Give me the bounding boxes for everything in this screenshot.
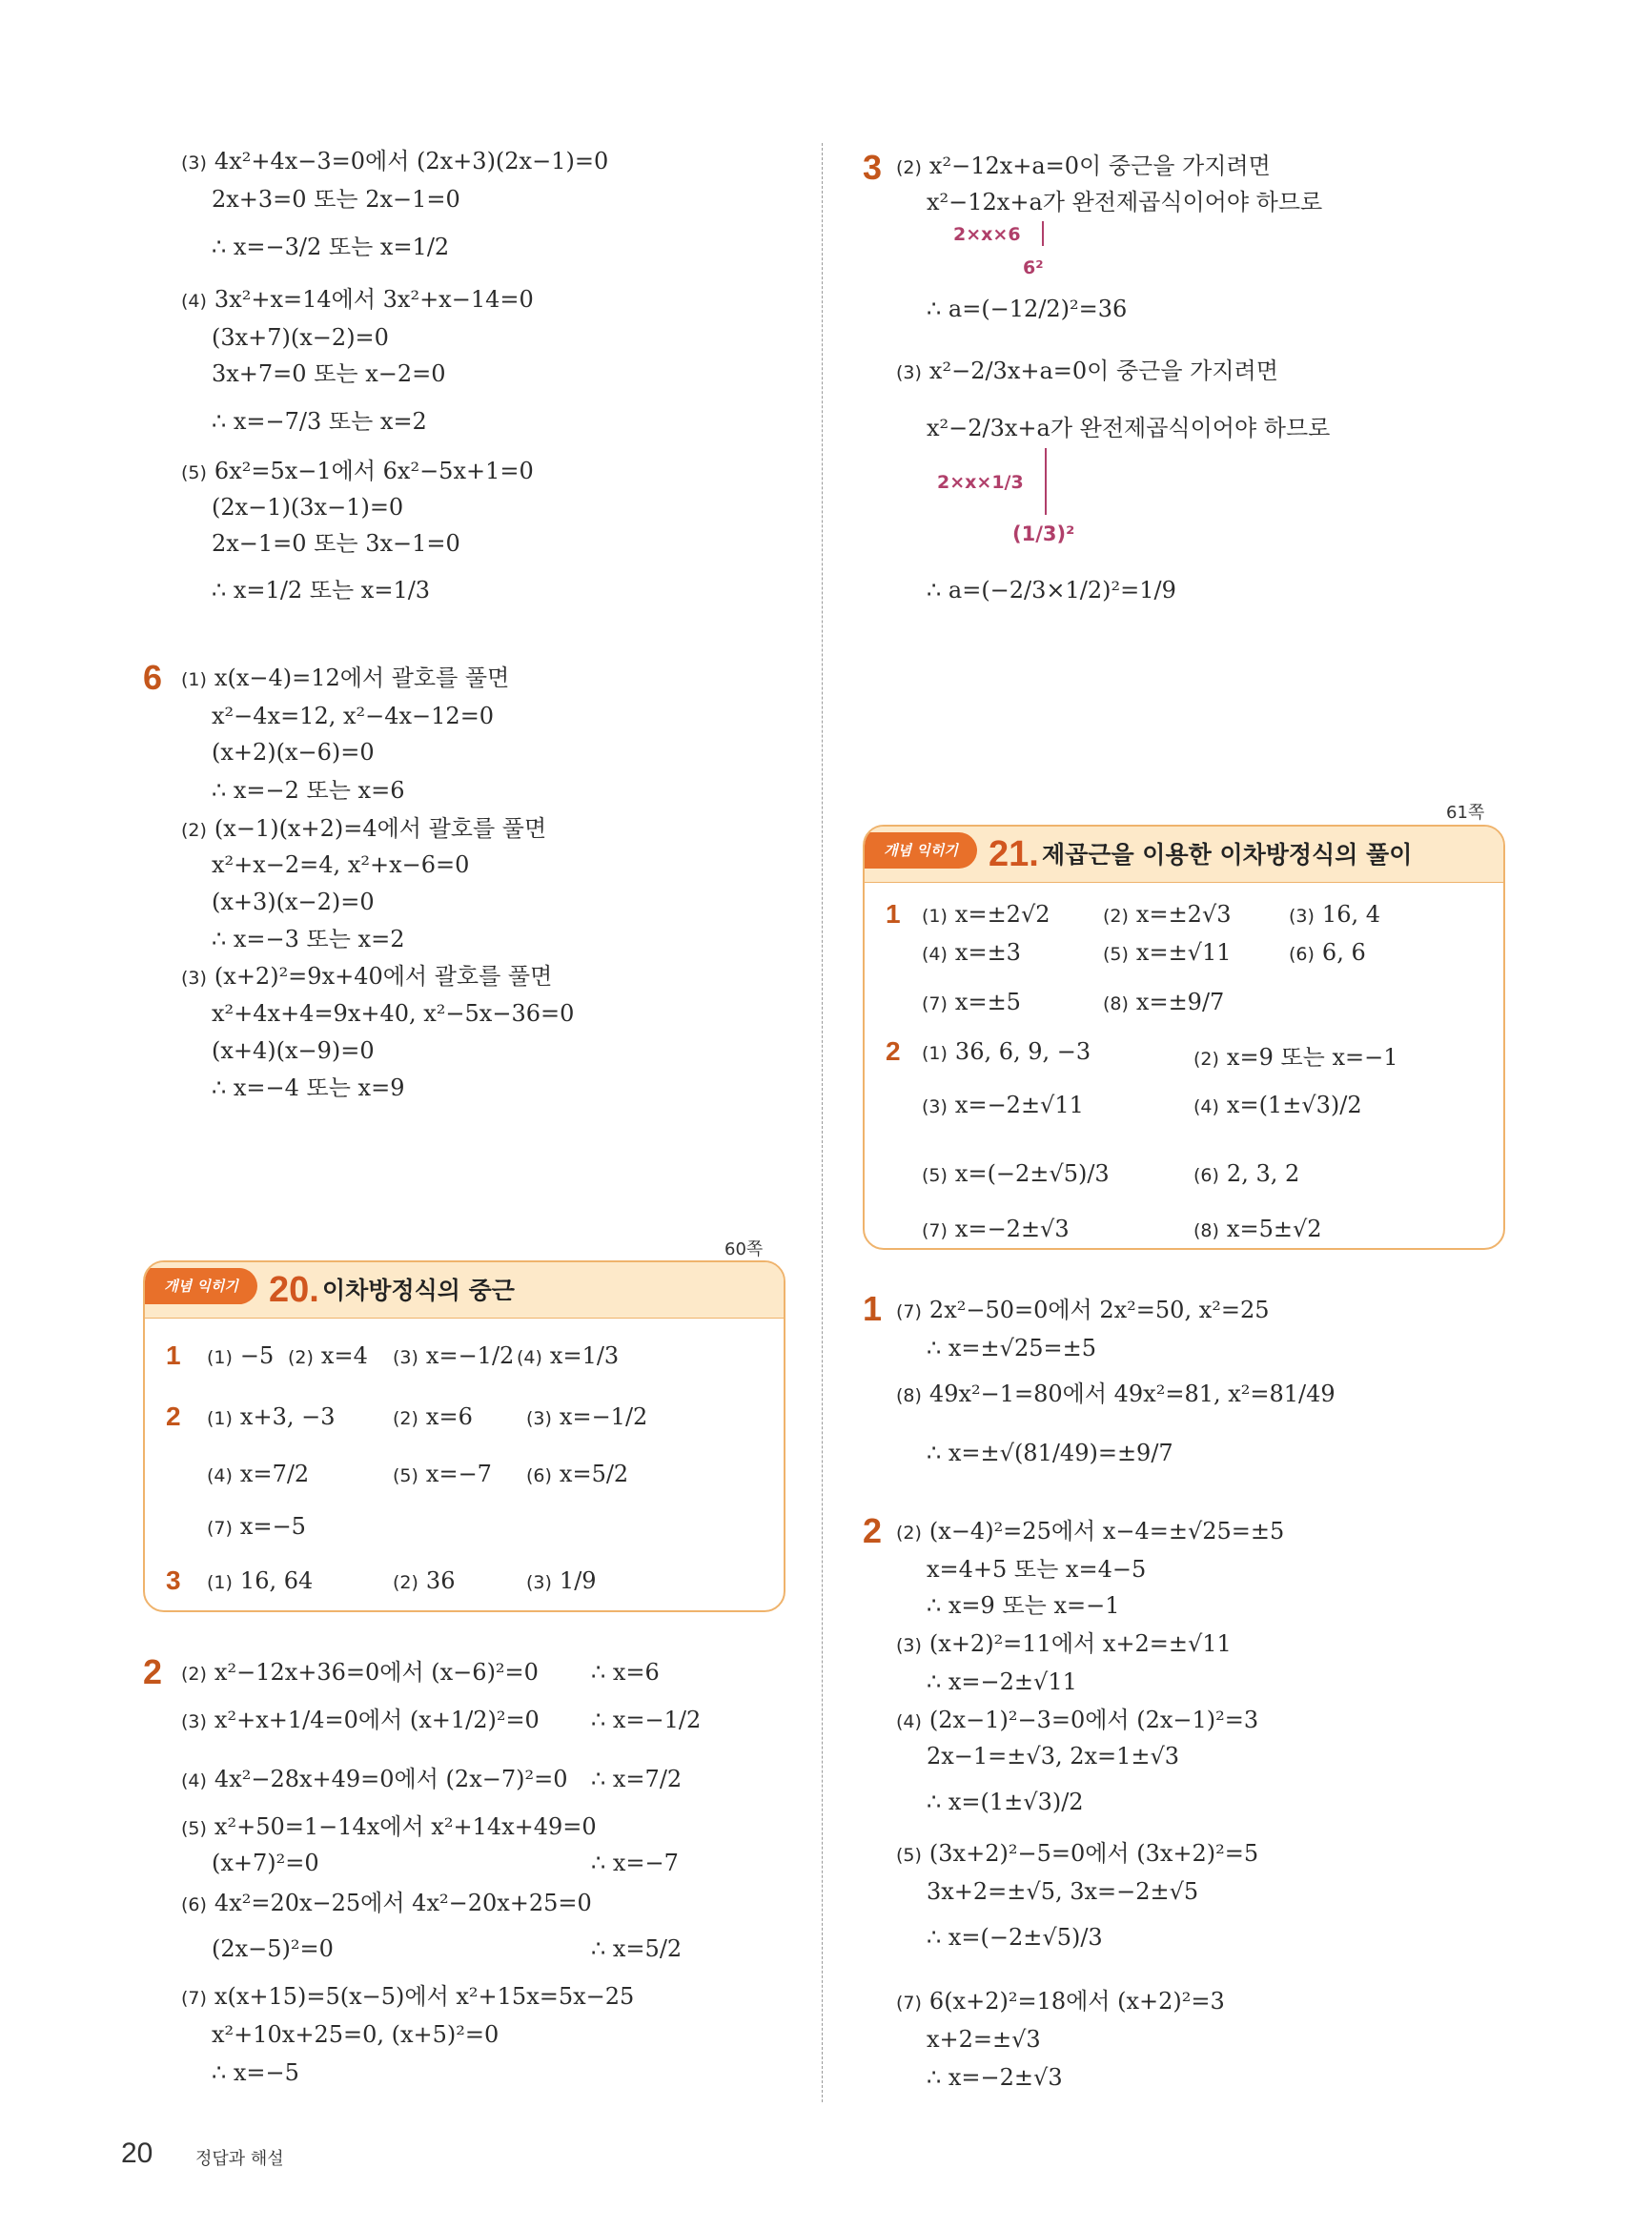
part-label: (3) — [922, 1096, 948, 1117]
answer-value: x=−7 — [425, 1461, 492, 1487]
part-label: (4) — [922, 944, 948, 965]
part-label: (2) — [393, 1572, 418, 1593]
part-label: (4) — [207, 1465, 233, 1486]
solution-text: 2x−1=0 또는 3x−1=0 — [212, 530, 460, 557]
part-label: (3) — [896, 1635, 922, 1656]
part-label: (1) — [922, 906, 948, 927]
solution-line — [927, 1592, 1119, 1620]
problem-1-number: 1 — [863, 1289, 883, 1328]
solution-line — [212, 1850, 319, 1877]
solution-text: ∴ x=−5 — [212, 2059, 299, 2086]
concept-box-header — [145, 1262, 784, 1319]
answer-value: −5 — [239, 1342, 275, 1369]
concept-number: 21. — [989, 834, 1039, 874]
part-label: (3) — [526, 1408, 552, 1429]
answer-cell — [526, 1403, 647, 1430]
answer-cell — [393, 1567, 455, 1594]
answer-cell — [207, 1461, 309, 1487]
part-label: (6) — [526, 1465, 552, 1486]
solution-text: x²−12x+a가 완전제곱식이어야 하므로 — [927, 189, 1323, 215]
solution-line — [212, 777, 404, 805]
solution-text: 3x+2=±√5, 3x=−2±√5 — [927, 1878, 1199, 1905]
part-label: (8) — [896, 1385, 922, 1406]
answer-number: 1 — [166, 1340, 181, 1370]
answer-number: 1 — [886, 899, 901, 929]
answer-value: 16, 64 — [239, 1567, 314, 1594]
part-label: (7) — [896, 1301, 922, 1322]
answer-cell — [393, 1403, 473, 1430]
solution-text: x=4+5 또는 x=4−5 — [927, 1556, 1147, 1583]
answer-value: x=5±√2 — [1226, 1216, 1322, 1242]
solution-text: x²−2/3x+a=0이 중근을 가지려면 — [928, 358, 1278, 384]
part-label: (3) — [1289, 906, 1315, 927]
solution-text: ∴ x=±√25=±5 — [927, 1335, 1096, 1361]
part-label: (3) — [181, 1711, 207, 1732]
solution-line — [212, 926, 404, 953]
solution-line — [927, 296, 1127, 323]
solution-text: (x+3)(x−2)=0 — [212, 889, 375, 915]
solution-line — [927, 2026, 1041, 2054]
answer-cell — [526, 1461, 628, 1487]
part-label: (7) — [896, 1993, 922, 2014]
part-label: (4) — [181, 291, 207, 312]
solution-text: x²−12x+a=0이 중근을 가지려면 — [928, 153, 1271, 179]
solution-line — [212, 494, 403, 522]
footer-label: 정답과 해설 — [195, 2149, 284, 2169]
part-label: (6) — [181, 1894, 207, 1915]
solution-line — [927, 189, 1322, 216]
solution-text: (2x−5)²=0 — [212, 1935, 334, 1962]
answer-value: x=−2±√11 — [954, 1092, 1084, 1118]
part-label: (7) — [207, 1518, 233, 1539]
solution-text: ∴ a=(−12/2)²=36 — [927, 296, 1128, 322]
page-number: 20 — [121, 2138, 153, 2169]
answer-number: 2 — [166, 1401, 181, 1431]
answer-value: 16, 4 — [1321, 901, 1380, 928]
answer-cell — [1103, 901, 1232, 928]
part-label: (2) — [1193, 1049, 1219, 1070]
solution-line — [181, 963, 552, 991]
solution-line — [212, 408, 427, 436]
part-label: (7) — [922, 1220, 948, 1241]
part-label: (1) — [207, 1572, 233, 1593]
solution-line — [927, 1789, 1084, 1816]
solution-line — [181, 286, 534, 314]
part-label: (8) — [1103, 993, 1129, 1014]
solution-line — [181, 665, 509, 692]
solution-line — [212, 186, 460, 214]
annotation-2x-x-6: 2×x×6 — [953, 224, 1021, 245]
solution-text: ∴ x=−2 또는 x=6 — [212, 777, 405, 804]
concept-box-21 — [863, 825, 1505, 1250]
problem-2-right-number: 2 — [863, 1511, 883, 1550]
solution-text: x²+10x+25=0, (x+5)²=0 — [212, 2021, 500, 2048]
part-label: (4) — [181, 1770, 207, 1791]
concept-box-20 — [143, 1260, 785, 1612]
solution-line — [927, 1556, 1146, 1584]
solution-line — [927, 1924, 1103, 1952]
answer-value: 36 — [425, 1567, 456, 1594]
solution-text: (x+2)²=9x+40에서 괄호를 풀면 — [214, 963, 553, 990]
answer-cell — [393, 1342, 514, 1369]
answer-value: x=−1/2 — [425, 1342, 515, 1369]
solution-line — [927, 1743, 1179, 1770]
solution-text: x²+x−2=4, x²+x−6=0 — [212, 851, 470, 878]
part-label: (3) — [526, 1572, 552, 1593]
solution-text: 3x²+x=14에서 3x²+x−14=0 — [214, 286, 534, 313]
solution-line — [927, 1335, 1096, 1362]
answer-cell — [922, 1160, 1110, 1187]
answer-value: x+3, −3 — [239, 1403, 336, 1430]
solution-text: (x+2)(x−6)=0 — [212, 739, 375, 766]
answer-cell — [922, 1092, 1084, 1118]
solution-line — [212, 1037, 375, 1065]
solution-text: ∴ x=(1±√3)/2 — [927, 1789, 1084, 1815]
solution-text: (x+2)²=11에서 x+2=±√11 — [928, 1630, 1232, 1657]
solution-text: x²−4x=12, x²−4x−12=0 — [212, 703, 495, 729]
part-label: (8) — [1193, 1220, 1219, 1241]
answer-number: 2 — [886, 1036, 901, 1066]
answer-value: x=±3 — [954, 939, 1021, 966]
part-label: (5) — [922, 1165, 948, 1186]
answer-value: x=(−2±√5)/3 — [954, 1160, 1110, 1187]
solution-text: 6x²=5x−1에서 6x²−5x+1=0 — [214, 458, 534, 484]
annotation-arrow-line-2 — [1045, 448, 1047, 515]
problem-3-number: 3 — [863, 148, 883, 187]
solution-text: ∴ x=−4 또는 x=9 — [212, 1074, 405, 1101]
solution-text: 4x²+4x−3=0에서 (2x+3)(2x−1)=0 — [214, 148, 609, 174]
solution-line — [212, 577, 430, 604]
part-label: (7) — [181, 1988, 207, 2009]
answer-value: x=6 — [425, 1403, 473, 1430]
answer-value: 36, 6, 9, −3 — [954, 1038, 1091, 1065]
solution-line — [896, 1381, 1336, 1408]
solution-text: x(x+15)=5(x−5)에서 x²+15x=5x−25 — [214, 1983, 635, 2010]
concept-box-body — [145, 1320, 784, 1610]
part-label: (2) — [1103, 906, 1129, 927]
answer-cell — [922, 901, 1050, 928]
solution-line — [181, 1890, 592, 1917]
solution-line — [896, 358, 1278, 385]
page-ref-60: 60쪽 — [724, 1239, 764, 1259]
answer-value: x=±2√2 — [954, 901, 1050, 928]
column-divider — [822, 143, 823, 2102]
solution-text: (2x−1)(3x−1)=0 — [212, 494, 404, 521]
part-label: (2) — [393, 1408, 418, 1429]
answer-cell — [1193, 1160, 1299, 1187]
answer-cell — [207, 1513, 306, 1540]
concept-badge: 개념 익히기 — [145, 1268, 257, 1304]
answer-cell — [922, 1038, 1091, 1065]
solution-line — [896, 1518, 1284, 1545]
part-label: (2) — [896, 157, 922, 178]
part-label: (2) — [288, 1347, 314, 1368]
solution-line — [212, 1000, 574, 1028]
solution-text: (3x+2)²−5=0에서 (3x+2)²=5 — [928, 1840, 1259, 1867]
solution-text: x²+x+1/4=0에서 (x+1/2)²=0 — [214, 1707, 540, 1733]
part-label: (5) — [393, 1465, 418, 1486]
solution-result: ∴ x=5/2 — [591, 1935, 683, 1962]
page-ref-61: 61쪽 — [1446, 803, 1485, 823]
solution-line — [212, 703, 494, 730]
solution-line — [181, 1766, 567, 1793]
answer-value: x=7/2 — [239, 1461, 310, 1487]
solution-text: (x+7)²=0 — [212, 1850, 319, 1876]
solution-line — [896, 1630, 1232, 1658]
solution-text: 6(x+2)²=18에서 (x+2)²=3 — [928, 1988, 1225, 2015]
part-label: (5) — [896, 1845, 922, 1866]
part-label: (3) — [393, 1347, 418, 1368]
answer-cell — [526, 1567, 597, 1594]
solution-line — [212, 234, 449, 261]
answer-value: x=5/2 — [559, 1461, 629, 1487]
solution-text: ∴ x=−7/3 또는 x=2 — [212, 408, 427, 435]
part-label: (1) — [207, 1347, 233, 1368]
answer-cell — [1103, 989, 1224, 1015]
solution-text: ∴ x=9 또는 x=−1 — [927, 1592, 1120, 1619]
answer-cell — [922, 1216, 1070, 1242]
answer-value: 2, 3, 2 — [1226, 1160, 1300, 1187]
answer-value: x=±√11 — [1135, 939, 1232, 966]
concept-title: 제곱근을 이용한 이차방정식의 풀이 — [1042, 841, 1413, 869]
part-label: (4) — [896, 1711, 922, 1732]
answer-value: x=−1/2 — [559, 1403, 648, 1430]
solution-line — [927, 1878, 1198, 1906]
solution-text: x²−2/3x+a가 완전제곱식이어야 하므로 — [927, 415, 1331, 441]
solution-line — [212, 889, 375, 916]
answer-cell — [393, 1461, 492, 1487]
solution-text: ∴ a=(−2/3×1/2)²=1/9 — [927, 577, 1176, 604]
solution-line — [212, 1074, 404, 1102]
solution-line — [212, 324, 389, 352]
solution-line — [181, 1707, 540, 1734]
solution-line — [896, 1297, 1270, 1324]
answer-cell — [1193, 1092, 1362, 1118]
answer-cell — [1289, 939, 1366, 966]
part-label: (7) — [922, 993, 948, 1014]
solution-text: (x−4)²=25에서 x−4=±√25=±5 — [928, 1518, 1285, 1545]
solution-text: (2x−1)²−3=0에서 (2x−1)²=3 — [928, 1707, 1259, 1733]
solution-text: ∴ x=(−2±√5)/3 — [927, 1924, 1103, 1951]
answer-cell — [517, 1342, 619, 1369]
solution-text: ∴ x=−2±√3 — [927, 2064, 1063, 2091]
answer-value: x=(1±√3)/2 — [1226, 1092, 1362, 1118]
problem-6-number: 6 — [143, 658, 163, 697]
solution-text: (x−1)(x+2)=4에서 괄호를 풀면 — [214, 815, 547, 842]
answer-value: x=−5 — [239, 1513, 306, 1540]
part-label: (1) — [207, 1408, 233, 1429]
answer-value: x=9 또는 x=−1 — [1226, 1044, 1398, 1071]
solution-line — [181, 815, 546, 843]
answer-value: x=±9/7 — [1135, 989, 1225, 1015]
solution-line — [896, 153, 1271, 180]
solution-line — [212, 2059, 299, 2087]
solution-line — [927, 1440, 1173, 1467]
answer-value: 6, 6 — [1321, 939, 1366, 966]
answer-cell — [1193, 1038, 1398, 1072]
solution-line — [181, 148, 608, 175]
solution-text: 2x+3=0 또는 2x−1=0 — [212, 186, 460, 213]
solution-text: ∴ x=±√(81/49)=±9/7 — [927, 1440, 1173, 1466]
part-label: (6) — [1193, 1165, 1219, 1186]
answer-number: 3 — [166, 1565, 181, 1595]
solution-line — [181, 1983, 634, 2011]
answer-cell — [1193, 1216, 1322, 1242]
part-label: (1) — [922, 1043, 948, 1064]
answer-value: x=±2√3 — [1135, 901, 1232, 928]
part-label: (3) — [181, 968, 207, 989]
part-label: (6) — [1289, 944, 1315, 965]
concept-badge: 개념 익히기 — [865, 832, 977, 869]
answer-cell — [207, 1567, 313, 1594]
solution-line — [212, 1935, 334, 1963]
solution-text: (3x+7)(x−2)=0 — [212, 324, 389, 351]
solution-text: ∴ x=−3/2 또는 x=1/2 — [212, 234, 450, 260]
answer-value: x=±5 — [954, 989, 1021, 1015]
part-label: (3) — [181, 153, 207, 174]
annotation-arrow-line — [1042, 221, 1044, 246]
concept-title: 이차방정식의 중근 — [322, 1277, 515, 1304]
solution-text: ∴ x=1/2 또는 x=1/3 — [212, 577, 431, 604]
solution-line — [896, 1840, 1258, 1868]
solution-line — [927, 415, 1330, 442]
solution-text: (x+4)(x−9)=0 — [212, 1037, 375, 1064]
answer-cell — [207, 1403, 335, 1430]
part-label: (5) — [1103, 944, 1129, 965]
solution-text: ∴ x=−3 또는 x=2 — [212, 926, 405, 952]
answer-value: x=1/3 — [549, 1342, 620, 1369]
solution-text: x²−12x+36=0에서 (x−6)²=0 — [214, 1659, 539, 1686]
part-label: (2) — [181, 1664, 207, 1685]
answer-cell — [922, 989, 1021, 1015]
solution-line — [927, 2064, 1063, 2092]
part-label: (1) — [181, 669, 207, 690]
answer-value: x=4 — [320, 1342, 368, 1369]
solution-line — [212, 739, 375, 767]
part-label: (2) — [181, 820, 207, 841]
answer-cell — [207, 1342, 274, 1369]
solution-result: ∴ x=7/2 — [591, 1766, 683, 1792]
solution-result: ∴ x=−1/2 — [591, 1707, 702, 1733]
solution-line — [212, 851, 469, 879]
annotation-2x-x-third: 2×x×1/3 — [937, 472, 1024, 493]
annotation-6-squared: 6² — [1023, 257, 1044, 278]
problem-2-number: 2 — [143, 1652, 163, 1691]
concept-box-body — [865, 884, 1503, 1248]
solution-result: ∴ x=−7 — [591, 1850, 679, 1876]
solution-text: 3x+7=0 또는 x−2=0 — [212, 360, 446, 387]
annotation-third-squared: (1/3)² — [1012, 522, 1075, 545]
answer-value: 1/9 — [559, 1567, 597, 1594]
solution-line — [212, 2021, 499, 2049]
solution-result: ∴ x=6 — [591, 1659, 660, 1686]
solution-line — [896, 1988, 1225, 2015]
solution-text: x+2=±√3 — [927, 2026, 1041, 2053]
solution-text: 49x²−1=80에서 49x²=81, x²=81/49 — [928, 1381, 1336, 1407]
solution-line — [212, 360, 445, 388]
solution-text: x(x−4)=12에서 괄호를 풀면 — [214, 665, 510, 691]
solution-line — [181, 1813, 597, 1841]
solution-text: 2x−1=±√3, 2x=1±√3 — [927, 1743, 1180, 1770]
part-label: (4) — [1193, 1096, 1219, 1117]
solution-line — [896, 1707, 1258, 1734]
answer-cell — [288, 1342, 368, 1369]
part-label: (3) — [896, 362, 922, 383]
solution-text: 4x²=20x−25에서 4x²−20x+25=0 — [214, 1890, 592, 1916]
answer-cell — [1289, 901, 1380, 928]
solution-text: ∴ x=−2±√11 — [927, 1668, 1077, 1695]
solution-text: 2x²−50=0에서 2x²=50, x²=25 — [928, 1297, 1270, 1323]
solution-line — [181, 458, 534, 485]
answer-cell — [922, 939, 1021, 966]
part-label: (2) — [896, 1523, 922, 1544]
solution-text: 4x²−28x+49=0에서 (2x−7)²=0 — [214, 1766, 568, 1792]
concept-box-header — [865, 827, 1503, 883]
solution-line — [181, 1659, 539, 1687]
part-label: (4) — [517, 1347, 542, 1368]
part-label: (5) — [181, 1818, 207, 1839]
part-label: (5) — [181, 462, 207, 483]
answer-value: x=−2±√3 — [954, 1216, 1070, 1242]
solution-line — [927, 1668, 1077, 1696]
solution-line — [927, 577, 1176, 604]
solution-text: x²+50=1−14x에서 x²+14x+49=0 — [214, 1813, 597, 1840]
answer-cell — [1103, 939, 1232, 966]
solution-text: x²+4x+4=9x+40, x²−5x−36=0 — [212, 1000, 575, 1027]
concept-number: 20. — [269, 1270, 319, 1310]
solution-line — [212, 530, 460, 558]
